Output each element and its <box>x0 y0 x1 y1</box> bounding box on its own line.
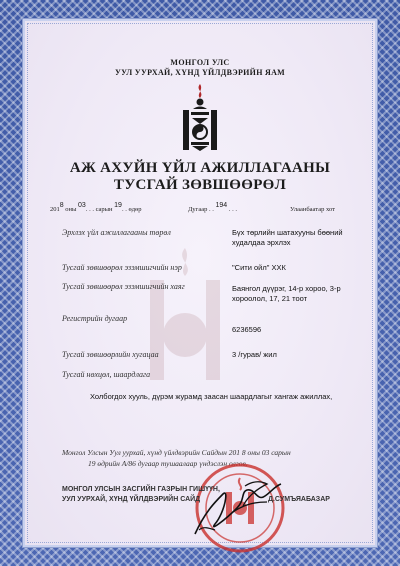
decree-line1: Монгол Улсын Уул уурхай, хүнд үйлдвэрийн Сайдын 201 8 оны 03 сарын <box>62 448 291 457</box>
license-period-value: 3 /гурав/ жил <box>232 350 277 359</box>
signatory-position-line2: УУЛ УУРХАЙ, ХҮНД ҮЙЛДВЭРИЙН САЙД <box>62 496 201 503</box>
number-value: 194 <box>215 202 228 209</box>
soyombo-emblem-icon <box>179 82 221 152</box>
year-digit: 8 <box>59 202 64 209</box>
special-conditions-label: Тусгай нөхцөл, шаардлага <box>62 370 151 379</box>
register-number-value: 6236596 <box>232 325 262 334</box>
month-value: 03 <box>78 202 86 209</box>
handwritten-signature <box>185 472 295 542</box>
year-label: оны <box>65 206 77 213</box>
signatory-name: Д.СУМЪЯАБАЗАР <box>268 496 330 503</box>
day-value: 19 <box>114 202 122 209</box>
document-title-line1: АЖ АХУЙН ҮЙЛ АЖИЛЛАГААНЫ <box>69 160 331 176</box>
issue-date-line: 2018 оны 03. . . сарын 19. . өдөр <box>50 202 142 213</box>
activity-type-value: Бүх төрлийн шатахууны бөөний худалдаа эрхлэх <box>232 228 343 247</box>
number-label: Дугаар <box>188 206 208 213</box>
year-prefix: 201 <box>50 206 60 213</box>
decree-line2: 19 өдрийн А/86 дугаар тушаалаар үндэслэн олгов. <box>88 459 248 468</box>
issue-place: Улаанбаатар хот <box>290 206 335 213</box>
holder-name-value: "Сити ойл" ХХК <box>232 263 286 272</box>
day-label: өдөр <box>128 206 142 213</box>
holder-address-value: Баянгол дүүрэг, 14-р хороо, 3-р хороолол, 17, 21 тоот <box>232 284 341 303</box>
document-number: Дугаар . . 194 . . . <box>188 202 237 213</box>
document-title-line2: ТУСГАЙ ЗӨВШӨӨРӨЛ <box>113 177 287 193</box>
license-period-label: Тусгай зөвшөөрлийн хугацаа <box>62 350 159 359</box>
country-name: МОНГОЛ УЛС <box>170 58 230 67</box>
month-label: сарын <box>95 206 113 213</box>
ministry-name: УУЛ УУРХАЙ, ХҮНД ҮЙЛДВЭРИЙН ЯАМ <box>114 68 286 77</box>
holder-address-label: Тусгай зөвшөөрөл эзэмшигчийн хаяг <box>62 282 185 291</box>
signatory-position-line1: МОНГОЛ УЛСЫН ЗАСГИЙН ГАЗРЫН ГИШҮҮН, <box>62 486 220 493</box>
holder-name-label: Тусгай зөвшөөрөл эзэмшигчийн нэр <box>62 263 182 272</box>
register-number-label: Регистрийн дугаар <box>62 314 128 323</box>
activity-type-label: Эрхлэх үйл ажиллагааны төрөл <box>62 228 171 237</box>
conditions-text: Холбогдох хууль, дүрэм журамд заасан шаардлагыг хангаж ажиллах, <box>90 392 333 401</box>
